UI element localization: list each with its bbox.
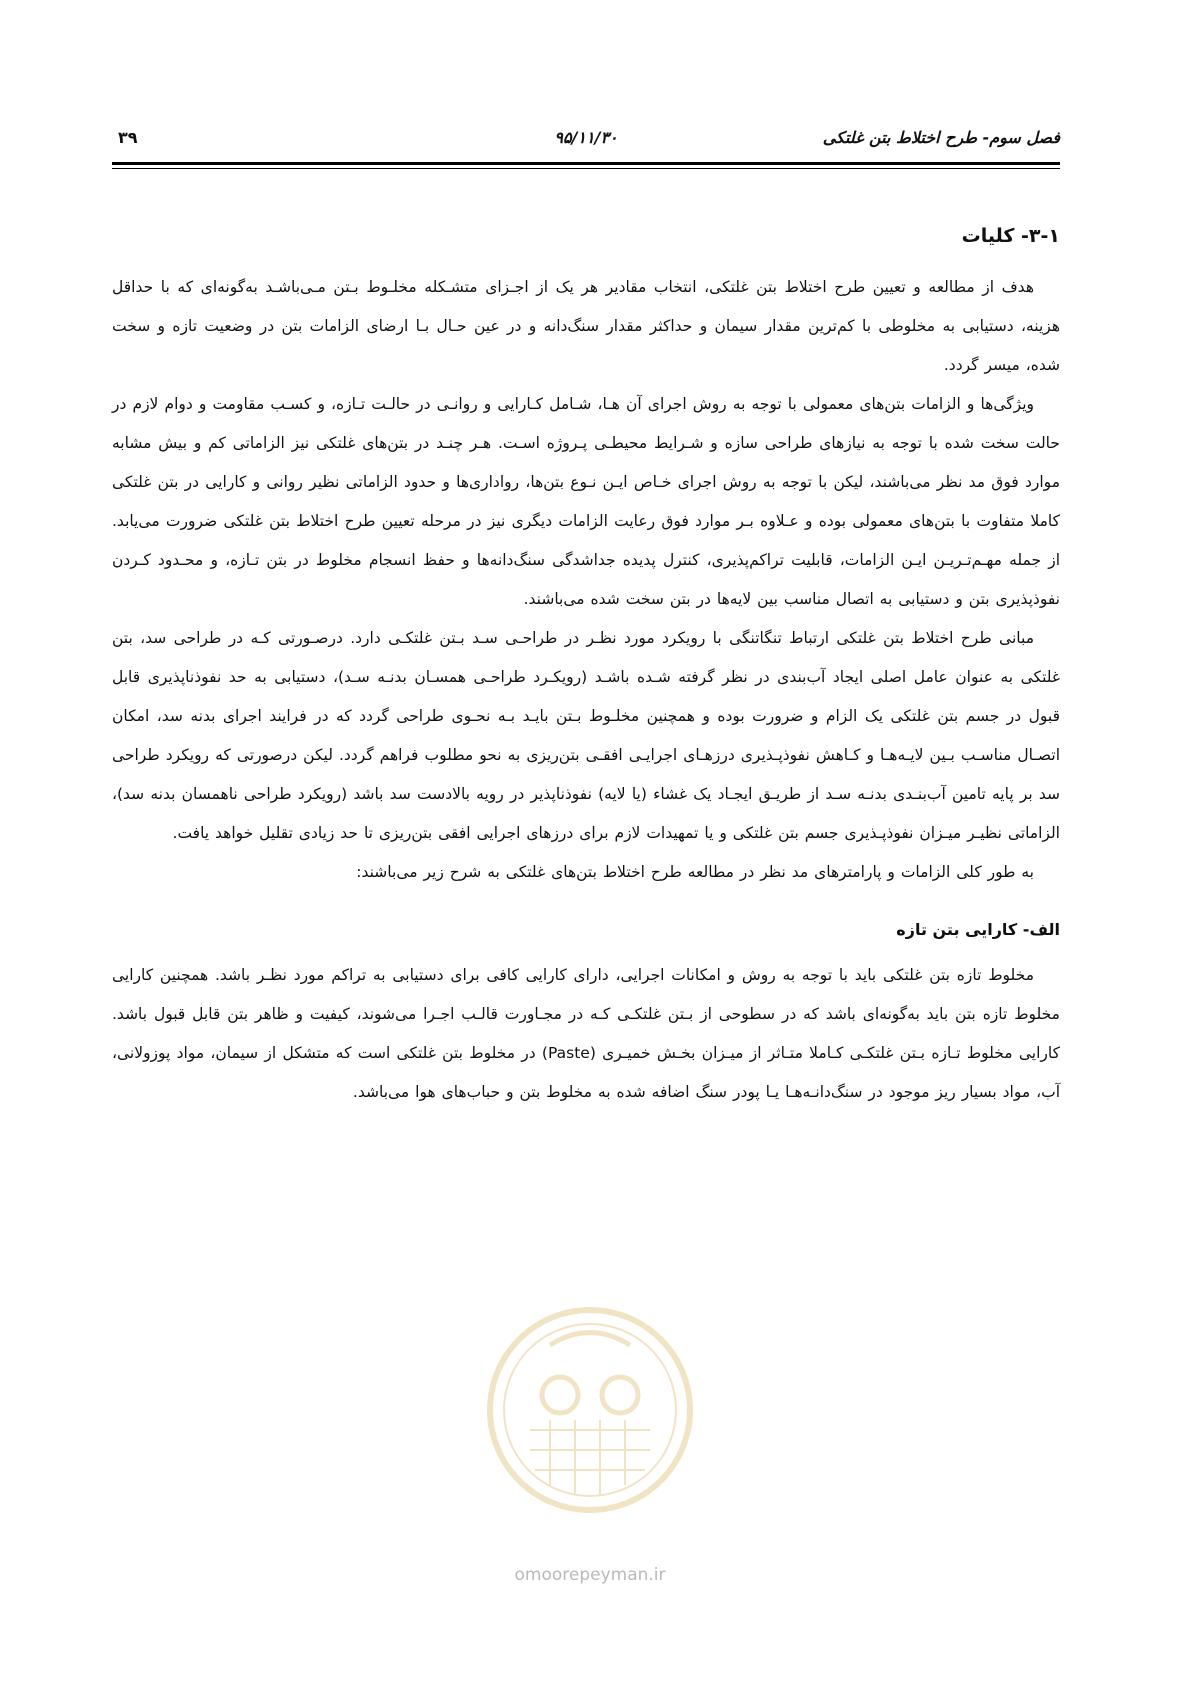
header-rule-thick [112,162,1060,165]
paragraph: مخلوط تازه بتن غلتکی باید با توجه به روش و امکانات اجرایی، دارای کارایی کافی برای دستیابی به تراکم مورد نظـر باشد. همچنین کارایی مخلوط تازه بتن باید به‌گونه‌ای باشد که در سطوحی از بـتن غلتکـی کـه در مجـاورت قالـب اجـرا می‌شوند، کیفیت و ظاهر بتن قابل قبول باشد. کارایی مخلوط تـازه بـتن غلتکـی کـاملا متـاثر از میـزان بخـش خمیـری (Paste) در مخلوط بتن غلتکی است که متشکل از سیمان، مواد پوزولانی، آب، مواد بسیار ریز موجود در سنگ‌دانـه‌هـا یـا پودر سنگ اضافه شده به مخلوط بتن و حباب‌های هوا می‌باشد. [112,966,1060,1101]
paragraph: به طور کلی الزامات و پارامترهای مد نظر در مطالعه طرح اختلاط بتن‌های غلتکی به شرح زیر می‌باشند: [356,863,1034,881]
page-header [112,128,1060,158]
paragraph: هدف از مطالعه و تعیین طرح اختلاط بتن غلتکی، انتخاب مقادیر هر یک از اجـزای متشـکله مخلـوط بـتن مـی‌باشـد به‌گونه‌ای که با حداقل هزینه، دستیابی به مخلوطی با کم‌ترین مقدار سیمان و حداکثر مقدار سنگ‌دانه و در عین حـال بـا ارضای الزامات بتن در وضعیت تازه و سخت شده، میسر گردد. [112,278,1060,374]
chapter-title: فصل سوم- طرح اختلاط بتن غلتکی [822,128,1060,147]
paragraph: ویژگی‌ها و الزامات بتن‌های معمولی با توجه به روش اجرای آن هـا، شـامل کـارایی و روانـی در حالـت تـازه، و کسـب مقاومت و دوام لازم در حالت سخت شده با توجه به نیازهای طراحی سازه و شـرایط محیطـی پـروژه اسـت. هـر چنـد در بتن‌های غلتکی نیز الزاماتی کم و بیش مشابه موارد فوق مد نظر می‌باشند، لیکن با توجه به روش اجرای خـاص ایـن نـوع بتن‌ها، رواداری‌ها و حدود الزاماتی نظیر روانی و کارایی در بتن غلتکی کاملا متفاوت با بتن‌های معمولی بوده و عـلاوه بـر موارد فوق رعایت الزامات دیگری نیز در مرحله تعیین طرح اختلاط بتن غلتکی ضرورت می‌یابد. از جمله مهـم‌تـریـن ایـن الزامات، قابلیت تراکم‌پذیری، کنترل پدیده جداشدگی سنگ‌دانه‌ها و حفظ انسجام مخلوط در بتن تـازه، و محـدود کـردن نفوذپذیری بتن و دستیابی به اتصال مناسب بین لایه‌ها در بتن سخت شده می‌باشند. [112,395,1060,608]
page-number: ۳۹ [118,128,138,147]
watermark-site: omoorepeyman.ir [514,1565,666,1585]
paragraph: مبانی طرح اختلاط بتن غلتکی ارتباط تنگاتنگی با رویکرد مورد نظـر در طراحـی سـد بـتن غلتکـی دارد. درصـورتی کـه در طراحی سد، بتن غلتکی به عنوان عامل اصلی ایجاد آب‌بندی در نظر گرفته شـده باشـد (رویکـرد طراحـی همسـان بدنـه سـد)، دستیابی به حد نفوذناپذیری قابل قبول در جسم بتن غلتکی یک الزام و ضرورت بوده و همچنین مخلـوط بـتن بایـد بـه نحـوی طراحی گردد که در فرایند اجرای بدنه سد، امکان اتصـال مناسـب بـین لایـه‌هـا و کـاهش نفوذپـذیری درزهـای اجرایـی افقـی بتن‌ریزی به نحو مطلوب فراهم گردد. لیکن درصورتی که رویکرد طراحی سد بر پایه تامین آب‌بنـدی بدنـه سـد از طریـق ایجـاد یک غشاء (یا لایه) نفوذناپذیر در رویه بالادست سد باشد (رویکرد طراحی ناهمسان بدنه سد)، الزاماتی نظیـر میـزان نفوذپـذیری جسم بتن غلتکی و یا تمهیدات لازم برای درزهای اجرایی افقی بتن‌ریزی تا حد زیادی تقلیل خواهد یافت. [112,629,1060,842]
subsection-title: الف- کارایی بتن تازه [896,920,1060,939]
seal-logo-icon [480,1300,700,1520]
header-date: ۹۵/۱۱/۳۰ [554,128,618,147]
page-body [112,218,1060,1112]
header-rule-thin [112,168,1060,169]
section-title: ۳-۱- کلیات [961,225,1060,247]
